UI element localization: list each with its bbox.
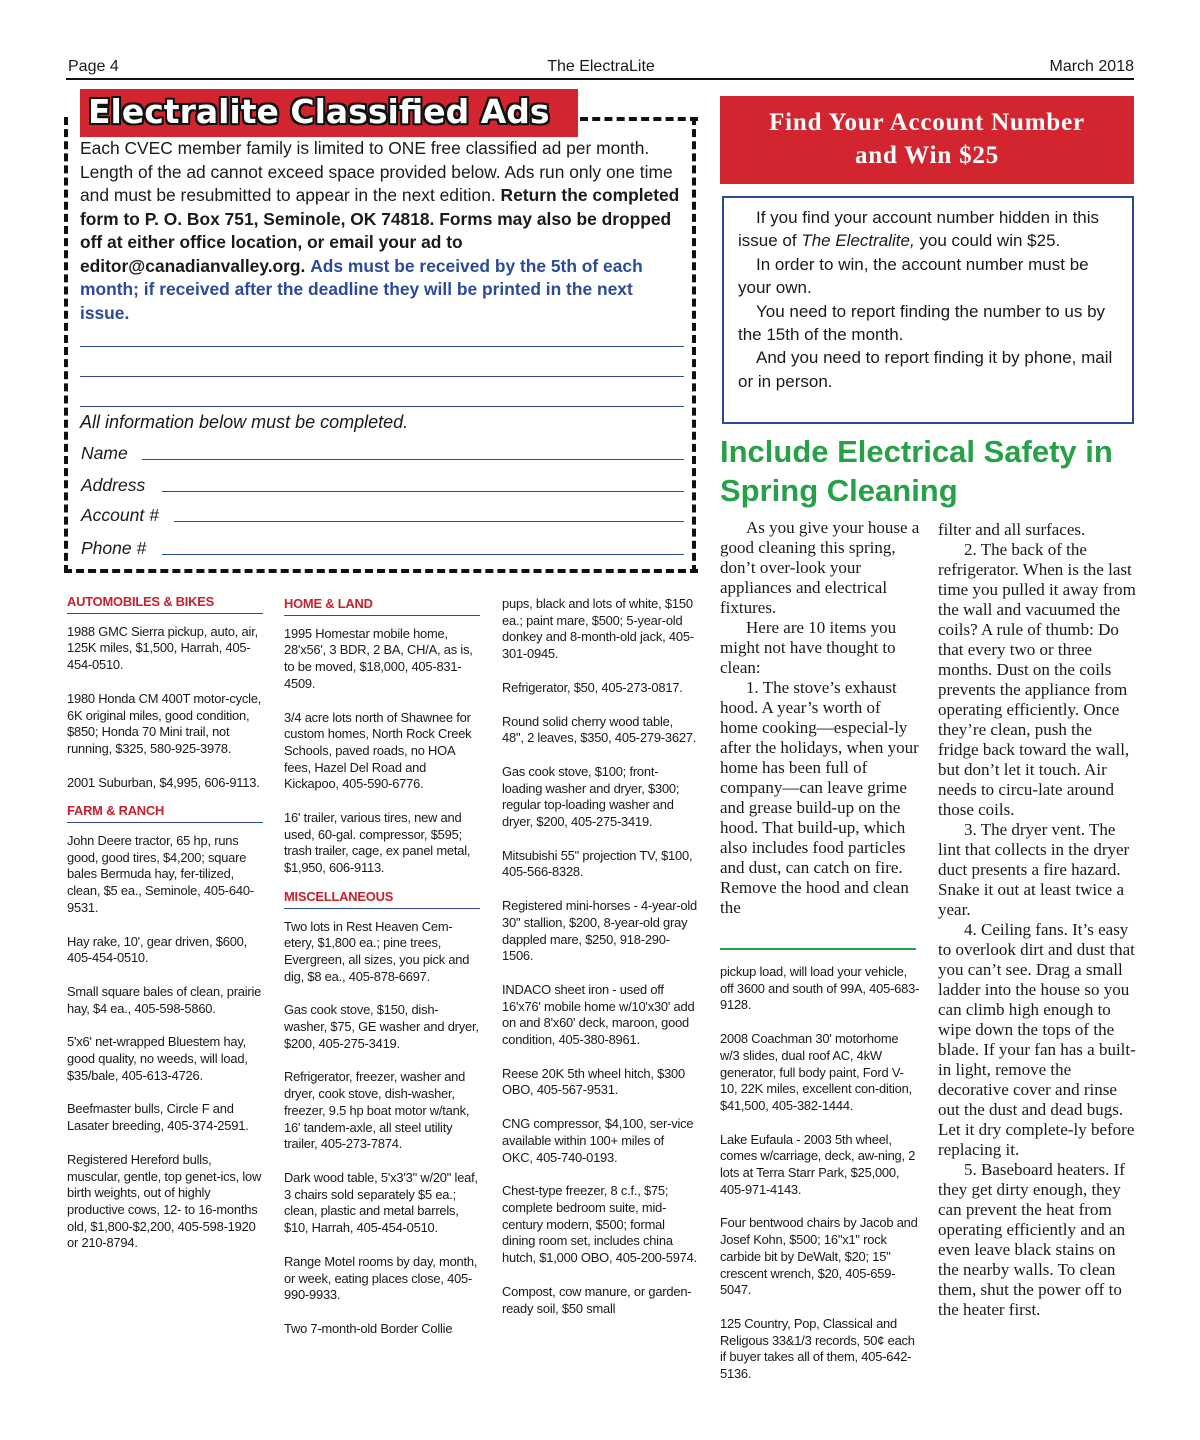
issue-date: March 2018 (1049, 58, 1134, 75)
article-paragraph: As you give your house a good cleaning this spring, don’t over-look your appliances and electrical fixtures. (720, 518, 920, 617)
find-account-title-line2: and Win $25 (854, 142, 1000, 169)
form-border-bottom (64, 569, 698, 573)
category-heading: AUTOMOBILES & BIKES (67, 594, 263, 614)
classified-column-3 (502, 596, 698, 1334)
classified-ad: 125 Country, Pop, Classical and Religous 33&1/3 records, 50¢ each if buyer takes all of them, 405-642-5136. (720, 1315, 915, 1382)
article-paragraph: 4. Ceiling fans. It’s easy to overlook dirt and dust that you can’t see. Drag a small ladder into the house so you can climb high enough to wipe down the tops of the blade. If your fan has a built-in light, remove the decorative cover and rinse out the dust and dead bugs. Let it dry complete-ly before replacing it. (938, 920, 1136, 1159)
article-paragraph: 5. Baseboard heaters. If they get dirty enough, they can prevent the heat from operating efficiently and an even leave black stains on the nearby walls. To clean them, shut the power off to the heater first. (938, 1160, 1126, 1319)
category-heading: HOME & LAND (284, 596, 480, 616)
intro-deadline: Ads must be received by the 5th of each month; if received after the deadline they will be printed in the next issue. (80, 255, 643, 323)
find-account-paragraph: And you need to report finding it by phone, mail or in person. (738, 348, 1113, 391)
classified-ad: Range Motel rooms by day, month, or week, eating places close, 405-990-9933. (284, 1253, 478, 1303)
classified-ad: Small square bales of clean, prairie hay, $4 ea., 405-598-5860. (67, 983, 262, 1016)
classified-ad: Compost, cow manure, or garden-ready soil, $50 small (502, 1283, 692, 1316)
page-number: Page 4 (68, 58, 119, 75)
classified-ad: Dark wood table, 5'x3'3" w/20" leaf, 3 chairs sold separately $5 ea.; clean, plastic and metal barrels, $10, Harrah, 405-454-0510. (284, 1169, 478, 1236)
article-paragraph: filter and all surfaces. (938, 520, 1086, 539)
find-account-paragraph: In order to win, the account number must be your own. (738, 254, 1089, 298)
category-heading: MISCELLANEOUS (284, 889, 480, 909)
form-border-right (692, 117, 696, 573)
classified-ad: Registered Hereford bulls, muscular, gentle, top genet-ics, low birth weights, out of highly productive cows, 12- to 16-months old, $1,800-$2,200, 405-598-1920 or 210-8794. (67, 1151, 262, 1251)
classified-ad: pickup load, will load your vehicle, off 3600 and south of 99A, 405-683-9128. (720, 964, 920, 1013)
classified-ad: 1995 Homestar mobile home, 28'x56', 3 BDR, 2 BA, CH/A, as is, to be moved, $18,000, 405-831-4509. (284, 625, 473, 691)
find-account-paragraph (738, 206, 1118, 253)
classified-ad: INDACO sheet iron - used off 16'x76' mobile home w/10'x30' add on and 8'x60' deck, maroon, good condition, 405-380-8961. (502, 981, 695, 1048)
classified-ad: John Deere tractor, 65 hp, runs good, good tires, $4,200; square bales Bermuda hay, fer-tilized, clean, $5 ea., Seminole, 405-640-9531. (67, 833, 254, 915)
header-rule (66, 78, 1134, 80)
classified-ad: Gas cook stove, $100; front-loading washer and dryer, $300; regular top-loading washer and dryer, $200, 405-275-3419. (502, 763, 680, 830)
classified-ad: 2008 Coachman 30' motorhome w/3 slides, dual roof AC, 4kW generator, full body paint, Ford V-10, 22K miles, excellent con-dition, $41,500, 405-382-1444. (720, 1031, 912, 1113)
classified-column-2 (284, 596, 480, 1355)
classified-ad: 5'x6' net-wrapped Bluestem hay, good quality, no weeds, will load, $35/bale, 405-613-4726. (67, 1034, 248, 1083)
classified-column-4 (720, 964, 920, 1400)
find-account-text: If you find your account number hidden in this issue of (738, 208, 1100, 251)
form-border-top (580, 117, 698, 121)
classified-ad: Registered mini-horses - 4-year-old 30" stallion, $200, 8-year-old gray dappled mare, $250, 918-290-1506. (502, 898, 698, 964)
classified-ad: Gas cook stove, $150, dish-washer, $75, GE washer and dryer, $200, 405-275-3419. (284, 1002, 479, 1051)
find-account-paragraph: You need to report finding the number to us by the 15th of the month. (738, 301, 1106, 345)
classified-ad: 2001 Suburban, $4,995, 606-9113. (67, 774, 260, 790)
ad-text-line[interactable] (80, 406, 684, 407)
classified-ad: 3/4 acre lots north of Shawnee for custom homes, North Rock Creek Schools, paved roads, no HOA fees, Hazel Del Road and Kickapoo, 405-590-6776. (284, 709, 472, 792)
publication-name: The ElectraLite (547, 58, 655, 75)
classified-ad: Refrigerator, $50, 405-273-0817. (502, 679, 683, 695)
article-column-2 (938, 520, 1136, 1320)
article-paragraph: Here are 10 items you might not have thought to clean: (720, 618, 897, 677)
address-label: Address (81, 475, 146, 495)
classified-ad: 1988 GMC Sierra pickup, auto, air, 125K miles, $1,500, Harrah, 405-454-0510. (67, 623, 258, 673)
classified-column-1 (67, 594, 263, 1269)
page-header (68, 58, 1134, 80)
account-field[interactable] (174, 521, 684, 522)
article-paragraph: 2. The back of the refrigerator. When is the last time you pulled it away from the wall and vacuumed the coils? A rule of thumb: Do that every two or three months. Dust on the coils prevents the appliance from operating efficiently. Once they’re clean, push the fridge back toward the wall, but don’t let it touch. Air needs to circu-late around those coils. (938, 540, 1136, 819)
phone-field[interactable] (162, 554, 684, 555)
article-paragraph: 1. The stove’s exhaust hood. A year’s worth of home cooking—especial-ly after the holidays, when your home has been full of company—can leave grime and grease build-up on the hood. That build-up, which also includes food particles and dust, can catch on fire. Remove the hood and clean the (720, 678, 919, 917)
intro-plain: Each CVEC member family is limited to ONE free classified ad per month. Length of the ad cannot exceed space provided below. Ads run only one time and must be resubmitted to appear in the next edition. (80, 138, 673, 205)
publication-italic: The Electralite, (801, 231, 915, 251)
address-field[interactable] (162, 491, 684, 492)
ad-text-line[interactable] (80, 346, 684, 347)
intro-bold: Return the completed form to P. O. Box 751, Seminole, OK 74818. Forms may also be dropped off at either office location, or email your ad to editor@canadianvalley.org. (80, 185, 680, 276)
ad-text-line[interactable] (80, 376, 684, 377)
classified-ad: Lake Eufaula - 2003 5th wheel, comes w/carriage, deck, aw-ning, 2 lots at Terra Starr Park, $25,000, 405-971-4143. (720, 1131, 916, 1197)
article-divider (720, 948, 916, 950)
name-label: Name (81, 443, 128, 463)
classified-ad: Mitsubishi 55" projection TV, $100, 405-566-8328. (502, 847, 693, 880)
classified-ad: Two lots in Rest Heaven Cem-etery, $1,800 ea.; pine trees, Evergreen, all sizes, you pick and dig, $8 ea., 405-878-6697. (284, 918, 470, 984)
find-account-text: you could win $25. (914, 231, 1061, 251)
form-border-left (64, 117, 68, 573)
classified-ad: Beefmaster bulls, Circle F and Lasater breeding, 405-374-2591. (67, 1101, 249, 1134)
form-required-note: All information below must be completed. (80, 412, 409, 432)
classified-ad: Four bentwood chairs by Jacob and Josef Kohn, $500; 16"x1" rock carbide bit by DeWalt, $20; 15" crescent wrench, $20, 405-659-5047. (720, 1215, 918, 1298)
find-account-banner (720, 96, 1134, 184)
phone-label: Phone # (81, 538, 147, 558)
classified-ad: Two 7-month-old Border Collie (284, 1320, 453, 1336)
article-paragraph: 3. The dryer vent. The lint that collects in the dryer duct presents a fire hazard. Snake it out at least twice a year. (938, 820, 1130, 919)
name-field[interactable] (142, 459, 684, 460)
classified-ad: Round solid cherry wood table, 48", 2 leaves, $350, 405-279-3627. (502, 713, 697, 746)
classified-form-intro (80, 137, 684, 325)
classified-ad: Chest-type freezer, 8 c.f., $75; complete bedroom suite, mid-century modern, $500; formal dining room set, includes china hutch, $1,000 OBO, 405-200-5974. (502, 1183, 697, 1266)
find-account-title-line1: Find Your Account Number (769, 109, 1085, 136)
article-title: Include Electrical Safety in Spring Cleaning (720, 434, 1113, 508)
classified-ad: Reese 20K 5th wheel hitch, $300 OBO, 405-567-9531. (502, 1065, 685, 1098)
classified-ad: Refrigerator, freezer, washer and dryer, cook stove, dish-washer, freezer, 9.5 hp boat motor w/tank, 16' tandem-axle, all steel utility trailer, 405-273-7874. (284, 1069, 470, 1152)
classified-ad: Hay rake, 10', gear driven, $600, 405-454-0510. (67, 933, 248, 966)
classified-ad: pups, black and lots of white, $150 ea.; paint mare, $500; 5-year-old donkey and 8-month-old jack, 405-301-0945. (502, 596, 694, 662)
find-account-box (722, 196, 1134, 424)
category-heading: FARM & RANCH (67, 803, 263, 823)
classified-ad: CNG compressor, $4,100, ser-vice available within 100+ miles of OKC, 405-740-0193. (502, 1116, 694, 1165)
account-label: Account # (81, 505, 159, 525)
article-column-1 (720, 518, 920, 918)
classified-form-title: Electralite Classified Ads (80, 89, 578, 137)
classified-ad: 1980 Honda CM 400T motor-cycle, 6K original miles, good condition, $850; Honda 70 Mini trail, not running, $325, 580-925-3978. (67, 690, 262, 756)
classified-ad: 16' trailer, various tires, new and used, 60-gal. compressor, $595; trash trailer, cage, ex panel metal, $1,950, 606-9113. (284, 810, 471, 876)
